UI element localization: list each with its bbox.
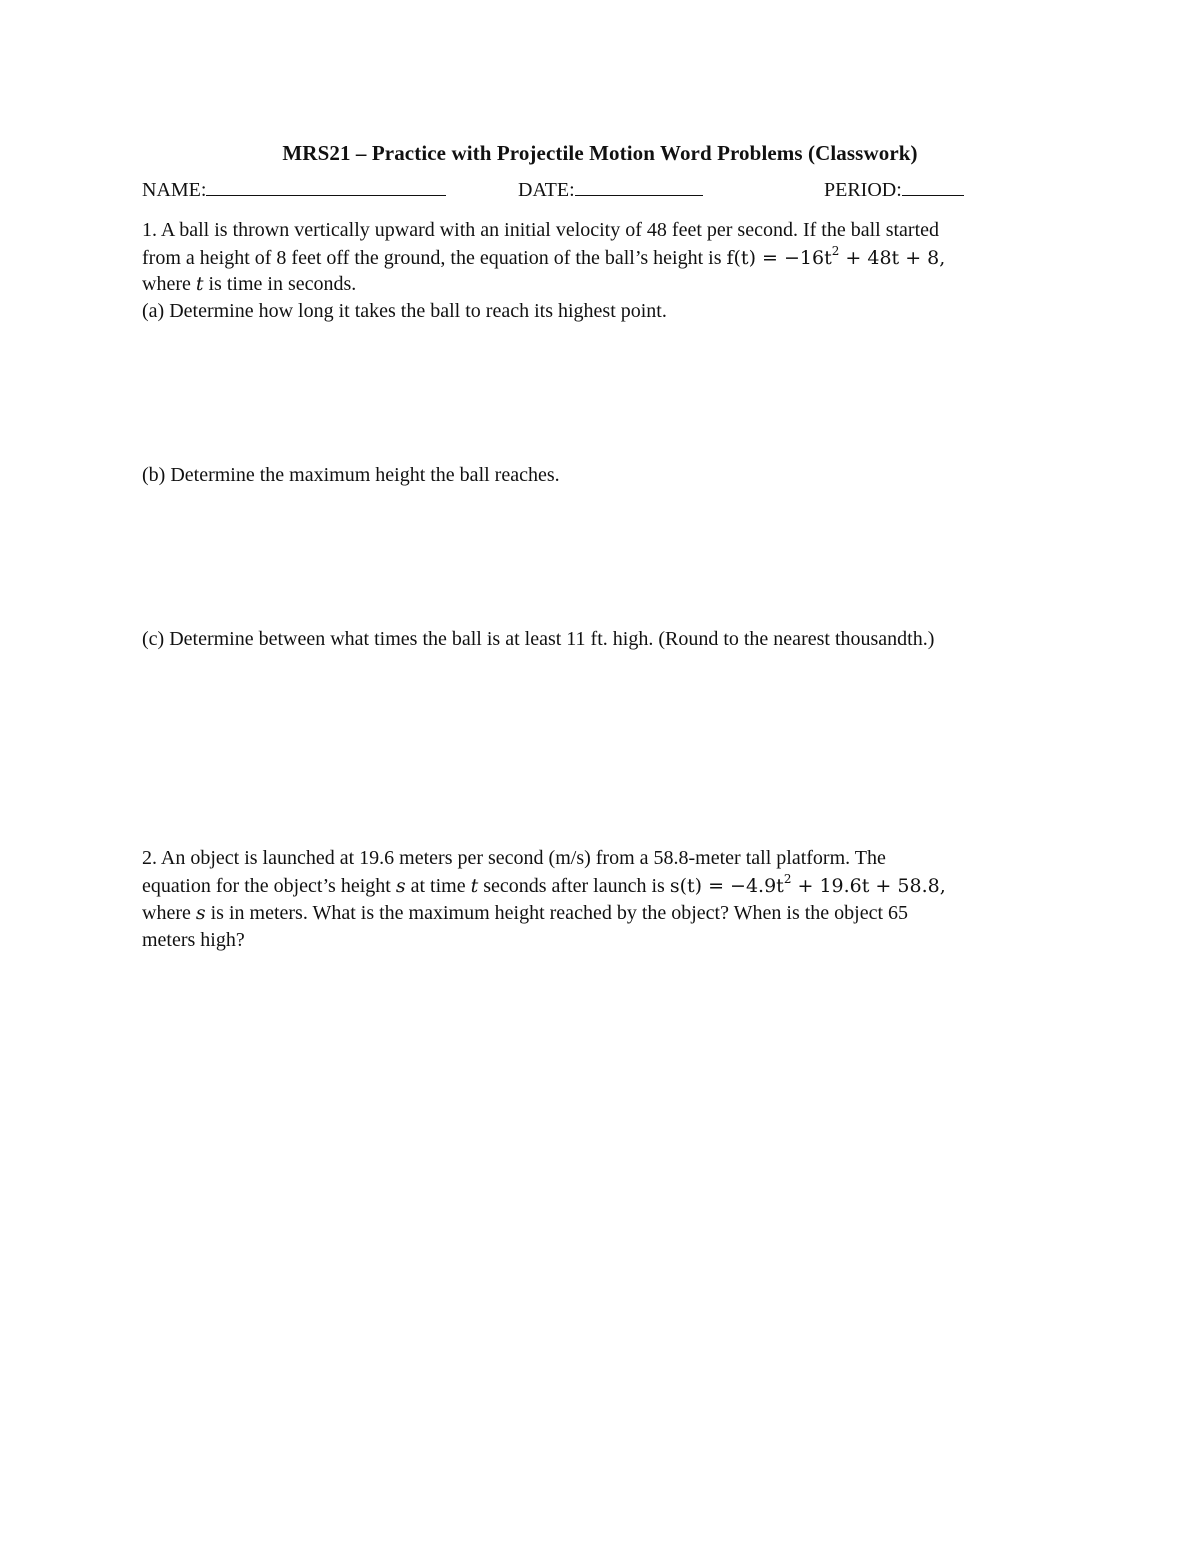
problem1-eq-lhs: f(t) = −16t [726,247,832,269]
problem1-equation [726,244,946,269]
problem1-line2-text: from a height of 8 feet off the ground, the equation of the ball’s height is [142,247,722,269]
problem1-line3-start: where [142,273,196,295]
problem2-line3 [142,900,908,927]
name-blank[interactable] [206,179,446,196]
problem2-eq-lhs: s(t) = −4.9t [669,875,784,897]
problem2-var-s: s [395,875,406,897]
problem1-line1: 1. A ball is thrown vertically upward with an initial velocity of 48 feet per second. If the ball started [142,219,940,241]
problem1-line2 [142,245,945,272]
problem2-line2-c: seconds after launch is [478,875,670,897]
problem2-line2 [142,873,946,900]
problem2-var-t: t [470,875,479,897]
problem2-line4: meters high? [142,929,245,951]
problem2-line3-start: where [142,902,196,924]
problem2-line3-var-s: s [195,902,206,924]
problem1-part-a: (a) Determine how long it takes the ball to reach its highest point. [142,300,667,322]
problem1-line3-end: is time in seconds. [203,273,357,295]
date-field[interactable] [518,179,703,202]
problem1-part-c: (c) Determine between what times the ball is at least 11 ft. high. (Round to the nearest thousandth.) [142,628,935,650]
name-field[interactable] [142,179,446,202]
problem2-line2-a: equation for the object’s height [142,875,396,897]
problem1-var-t: t [195,273,204,295]
problem1-line3 [142,271,356,298]
worksheet-title: MRS21 – Practice with Projectile Motion Word Problems (Classwork) [282,141,918,165]
date-blank[interactable] [575,179,703,196]
problem2-eq-rhs: + 19.6t + 58.8, [791,875,946,897]
problem2-line1: 2. An object is launched at 19.6 meters per second (m/s) from a 58.8-meter tall platform. The [142,847,886,869]
name-label: NAME: [142,179,207,201]
period-label: PERIOD: [824,179,902,201]
period-blank[interactable] [902,179,964,196]
problem1-eq-rhs: + 48t + 8, [839,247,946,269]
date-label: DATE: [518,179,575,201]
period-field[interactable] [824,179,964,202]
problem1-eq-exponent: 2 [831,244,840,258]
problem2-line2-b: at time [405,875,471,897]
problem2-line3-end: is in meters. What is the maximum height reached by the object? When is the object 65 [205,902,909,924]
problem2-equation [669,872,946,897]
problem2-eq-exponent: 2 [783,872,792,886]
problem1-part-b: (b) Determine the maximum height the ball reaches. [142,464,560,486]
